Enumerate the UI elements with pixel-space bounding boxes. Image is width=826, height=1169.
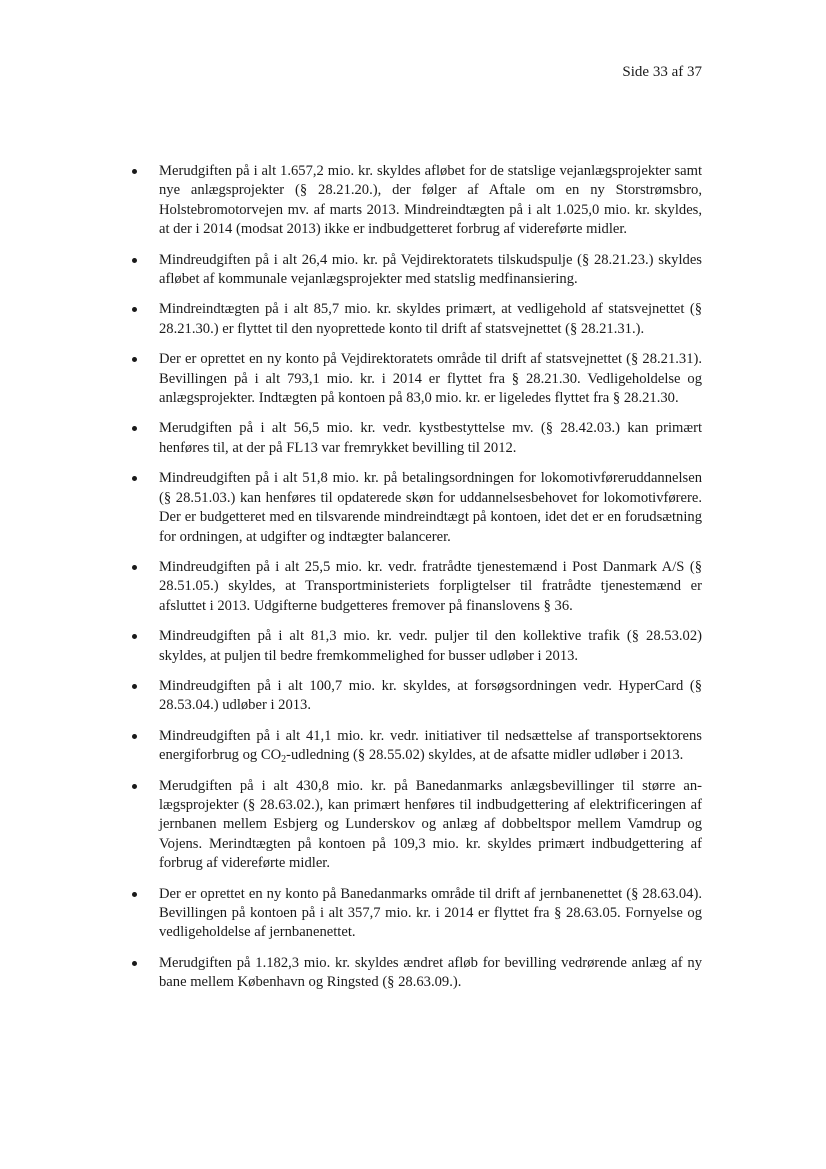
list-item bbox=[132, 954, 702, 993]
list-item-text: Merudgiften på i alt 430,8 mio. kr. på Banedanmarks anlægsbevillinger til større anlægsprojekter (§ 28.63.02.), kan primært henføres til indbudgettering af elektrificeringen af jernbanen mellem Esbjerg og Lunderskov og anlæg af dobbeltspor mellem Vamdrup og Vojens. Merindtægten på kontoen på 109,3 mio. kr. skyldes primært indbudgettering af forbrug af videreførte midler. bbox=[159, 777, 702, 872]
list-item-text: Mindreudgiften på i alt 81,3 mio. kr. vedr. puljer til den kollektive trafik (§ 28.53.02) skyldes, at puljen til bedre fremkommelighed for busser udløber i 2013. bbox=[159, 628, 702, 664]
bullet-icon bbox=[132, 565, 137, 570]
list-item-text: Mindreudgiften på i alt 25,5 mio. kr. vedr. fratrådte tjenestemænd i Post Danmark A/S (§ 28.51.05.) skyldes, at Transportministeriets forpligtelser til fratrådte tjenestemænd er afsluttet i 2013. Udgifterne budgetteres fremover på finanslovens § 36. bbox=[159, 558, 702, 614]
bullet-icon bbox=[132, 357, 137, 362]
list-item bbox=[132, 251, 702, 290]
list-item bbox=[132, 469, 702, 547]
list-item-text: Mindreindtægten på i alt 85,7 mio. kr. skyldes primært, at vedligehold af statsvejnettet (§ 28.21.30.) er flyttet til den nyoprettede konto til drift af statsvejnettet (§ 28.21.31.). bbox=[159, 301, 702, 337]
bullet-icon bbox=[132, 476, 137, 481]
list-item-text: Mindreudgiften på i alt 100,7 mio. kr. skyldes, at forsøgsordningen vedr. HyperCard (§ 28.53.04.) udløber i 2013. bbox=[159, 677, 702, 714]
list-item bbox=[132, 350, 702, 408]
list-item bbox=[132, 558, 702, 616]
list-item-text bbox=[159, 727, 702, 766]
bullet-icon bbox=[132, 684, 137, 689]
list-item-text: Der er oprettet en ny konto på Vejdirektoratets område til drift af statsvejnettet (§ 28.21.31). Bevillingen på i alt 793,1 mio. kr. i 2014 er flyttet fra § 28.21.30. Vedligeholdelse og anlægsprojekter. Indtægten på kontoen på 83,0 mio. kr. er ligeledes flyttet fra § 28.21.30. bbox=[159, 351, 702, 407]
page-number: Side 33 af 37 bbox=[622, 64, 702, 80]
list-item bbox=[132, 419, 702, 458]
list-item bbox=[132, 777, 702, 874]
bullet-icon bbox=[132, 307, 137, 312]
bullet-icon bbox=[132, 892, 137, 897]
bullet-icon bbox=[132, 169, 137, 174]
list-item-text: Merudgiften på 1.182,3 mio. kr. skyldes ændret afløb for bevilling vedrørende anlæg af ny bane mellem København og Ringsted (§ 28.63.09.). bbox=[159, 954, 702, 991]
bullet-list bbox=[132, 162, 702, 1004]
list-item-text-after: -udledning (§ 28.55.02) skyldes, at de afsatte midler udløber i 2013. bbox=[286, 747, 684, 764]
bullet-icon bbox=[132, 634, 137, 639]
list-item bbox=[132, 727, 702, 766]
bullet-icon bbox=[132, 258, 137, 263]
list-item bbox=[132, 300, 702, 339]
list-item-text: Mindreudgiften på i alt 26,4 mio. kr. på Vejdirektoratets tilskudspulje (§ 28.21.23.) skyldes afløbet af kommunale vejanlægsprojekter med statslig medfinansiering. bbox=[159, 251, 702, 288]
list-item-text: Merudgiften på i alt 1.657,2 mio. kr. skyldes afløbet for de statslige vejanlægsprojekter samt nye anlægsprojekter (§ 28.21.20.), der følger af Aftale om en ny Storstrømsbro, Holstebromotorvejen mv. af marts 2013. Mindreindtægten på i alt 1.025,0 mio. kr. skyldes, at der i 2014 (modsat 2013) ikke er indbudgetteret forbrug af videreførte midler. bbox=[159, 163, 702, 238]
list-item-text: Mindreudgiften på i alt 51,8 mio. kr. på betalingsordningen for lokomotivføreruddannelsen (§ 28.51.03.) kan henføres til opdaterede skøn for uddannelsesbehovet for lokomotivførere. Der er budgetteret med en tilsvarende mindreindtægt på kontoen, idet det er en forudsætning for ordningen, at udgifter og indtægter balancerer. bbox=[159, 470, 702, 545]
bullet-icon bbox=[132, 426, 137, 431]
bullet-icon bbox=[132, 784, 137, 789]
list-item bbox=[132, 885, 702, 943]
list-item-text: Der er oprettet en ny konto på Banedanmarks område til drift af jernbanenettet (§ 28.63.04). Bevillingen på kontoen på i alt 357,7 mio. kr. i 2014 er flyttet fra § 28.63.05. Fornyelse og vedligeholdelse af jernbanenettet. bbox=[159, 885, 702, 941]
list-item-text-before: Mindreudgiften på i alt 41,1 mio. kr. vedr. initiativer til nedsættelse af transportsektorens energiforbrug og CO bbox=[159, 727, 702, 764]
list-item bbox=[132, 162, 702, 240]
list-item-text: Merudgiften på i alt 56,5 mio. kr. vedr. kystbestyttelse mv. (§ 28.42.03.) kan primært henføres til, at der på FL13 var fremrykket bevilling til 2012. bbox=[159, 420, 702, 456]
bullet-icon bbox=[132, 734, 137, 739]
bullet-icon bbox=[132, 961, 137, 966]
list-item bbox=[132, 627, 702, 666]
list-item bbox=[132, 677, 702, 716]
subscript: 2 bbox=[281, 754, 287, 766]
